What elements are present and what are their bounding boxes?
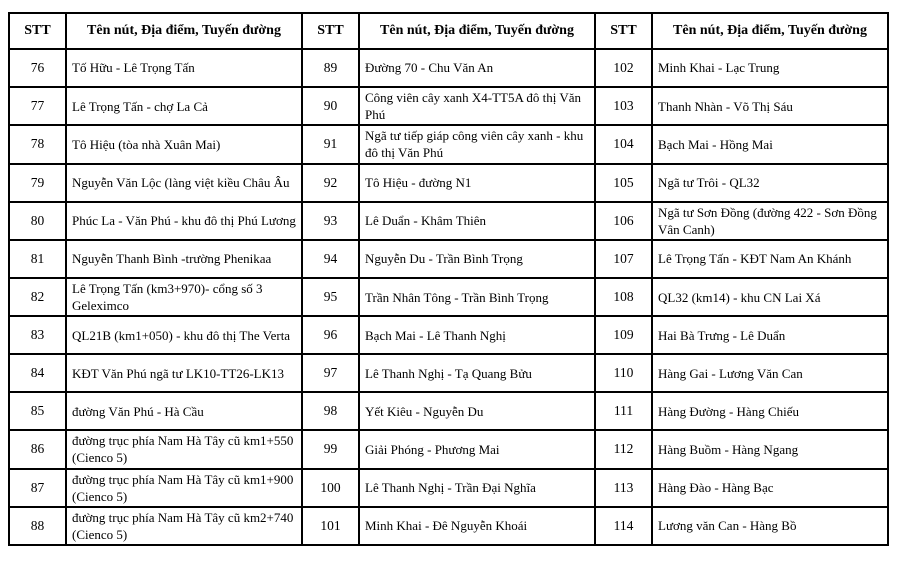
stt-cell: 108 [595,278,652,316]
route-name-cell: Đường 70 - Chu Văn An [359,49,595,87]
stt-cell: 113 [595,469,652,507]
table-row [9,125,888,163]
table-body [9,49,888,545]
route-name-cell: Trần Nhân Tông - Trần Bình Trọng [359,278,595,316]
stt-header: STT [302,13,359,49]
name-header: Tên nút, Địa điểm, Tuyến đường [359,13,595,49]
route-name-cell: Hàng Gai - Lương Văn Can [652,354,888,392]
route-name-cell: Tố Hữu - Lê Trọng Tấn [66,49,302,87]
stt-cell: 86 [9,430,66,468]
route-name-cell: Lê Trọng Tấn - chợ La Cả [66,87,302,125]
route-name-cell: Ngã tư Sơn Đồng (đường 422 - Sơn Đồng Vân Canh) [652,202,888,240]
stt-cell: 107 [595,240,652,278]
stt-cell: 91 [302,125,359,163]
stt-cell: 78 [9,125,66,163]
route-name-cell: Lê Thanh Nghị - Trần Đại Nghĩa [359,469,595,507]
stt-cell: 104 [595,125,652,163]
table-row [9,164,888,202]
stt-cell: 101 [302,507,359,545]
route-name-cell: Tô Hiệu - đường N1 [359,164,595,202]
stt-cell: 114 [595,507,652,545]
stt-cell: 79 [9,164,66,202]
table-row [9,316,888,354]
route-name-cell: Hàng Buồm - Hàng Ngang [652,430,888,468]
route-name-cell: Thanh Nhàn - Võ Thị Sáu [652,87,888,125]
route-name-cell: Ngã tư tiếp giáp công viên cây xanh - khu đô thị Văn Phú [359,125,595,163]
route-name-cell: đường trục phía Nam Hà Tây cũ km1+550 (Cienco 5) [66,430,302,468]
route-name-cell: Hai Bà Trưng - Lê Duẩn [652,316,888,354]
stt-cell: 81 [9,240,66,278]
stt-cell: 110 [595,354,652,392]
route-name-cell: Tô Hiệu (tòa nhà Xuân Mai) [66,125,302,163]
route-name-cell: Phúc La - Văn Phú - khu đô thị Phú Lương [66,202,302,240]
stt-cell: 89 [302,49,359,87]
route-name-cell: Công viên cây xanh X4-TT5A đô thị Văn Phú [359,87,595,125]
stt-cell: 94 [302,240,359,278]
route-name-cell: KĐT Văn Phú ngã tư LK10-TT26-LK13 [66,354,302,392]
stt-cell: 84 [9,354,66,392]
stt-cell: 80 [9,202,66,240]
route-name-cell: Nguyễn Du - Trần Bình Trọng [359,240,595,278]
route-name-cell: Ngã tư Trôi - QL32 [652,164,888,202]
route-name-cell: Nguyễn Văn Lộc (làng việt kiều Châu Âu [66,164,302,202]
route-name-cell: Hàng Đường - Hàng Chiếu [652,392,888,430]
table-row [9,354,888,392]
table-row [9,278,888,316]
stt-cell: 109 [595,316,652,354]
table-row [9,392,888,430]
table-row [9,469,888,507]
stt-cell: 106 [595,202,652,240]
route-name-cell: đường Văn Phú - Hà Cầu [66,392,302,430]
stt-cell: 102 [595,49,652,87]
stt-cell: 76 [9,49,66,87]
table-row [9,202,888,240]
name-header: Tên nút, Địa điểm, Tuyến đường [66,13,302,49]
stt-cell: 82 [9,278,66,316]
route-name-cell: QL32 (km14) - khu CN Lai Xá [652,278,888,316]
stt-cell: 87 [9,469,66,507]
route-name-cell: đường trục phía Nam Hà Tây cũ km2+740 (Cienco 5) [66,507,302,545]
route-name-cell: Bạch Mai - Hồng Mai [652,125,888,163]
route-name-cell: Yết Kiêu - Nguyễn Du [359,392,595,430]
table-row [9,240,888,278]
stt-cell: 112 [595,430,652,468]
name-header: Tên nút, Địa điểm, Tuyến đường [652,13,888,49]
stt-cell: 103 [595,87,652,125]
route-name-cell: Nguyễn Thanh Bình -trường Phenikaa [66,240,302,278]
route-name-cell: Lương văn Can - Hàng Bồ [652,507,888,545]
stt-cell: 100 [302,469,359,507]
route-name-cell: Minh Khai - Lạc Trung [652,49,888,87]
stt-cell: 98 [302,392,359,430]
stt-cell: 90 [302,87,359,125]
route-name-cell: QL21B (km1+050) - khu đô thị The Verta [66,316,302,354]
route-name-cell: Lê Thanh Nghị - Tạ Quang Bửu [359,354,595,392]
route-name-cell: đường trục phía Nam Hà Tây cũ km1+900 (Cienco 5) [66,469,302,507]
stt-cell: 99 [302,430,359,468]
stt-cell: 95 [302,278,359,316]
stt-cell: 92 [302,164,359,202]
intersection-table [8,12,889,546]
route-name-cell: Hàng Đào - Hàng Bạc [652,469,888,507]
route-name-cell: Lê Trọng Tấn - KĐT Nam An Khánh [652,240,888,278]
route-name-cell: Giải Phóng - Phương Mai [359,430,595,468]
route-name-cell: Lê Trọng Tấn (km3+970)- cổng số 3 Geleximco [66,278,302,316]
route-name-cell: Bạch Mai - Lê Thanh Nghị [359,316,595,354]
route-name-cell: Minh Khai - Đê Nguyễn Khoái [359,507,595,545]
stt-cell: 105 [595,164,652,202]
stt-cell: 97 [302,354,359,392]
stt-header: STT [595,13,652,49]
stt-cell: 77 [9,87,66,125]
header-row [9,13,888,49]
table-row [9,49,888,87]
stt-cell: 111 [595,392,652,430]
stt-cell: 88 [9,507,66,545]
stt-cell: 83 [9,316,66,354]
stt-cell: 85 [9,392,66,430]
stt-cell: 93 [302,202,359,240]
table-row [9,507,888,545]
route-name-cell: Lê Duẩn - Khâm Thiên [359,202,595,240]
table-row [9,430,888,468]
stt-header: STT [9,13,66,49]
stt-cell: 96 [302,316,359,354]
table-row [9,87,888,125]
